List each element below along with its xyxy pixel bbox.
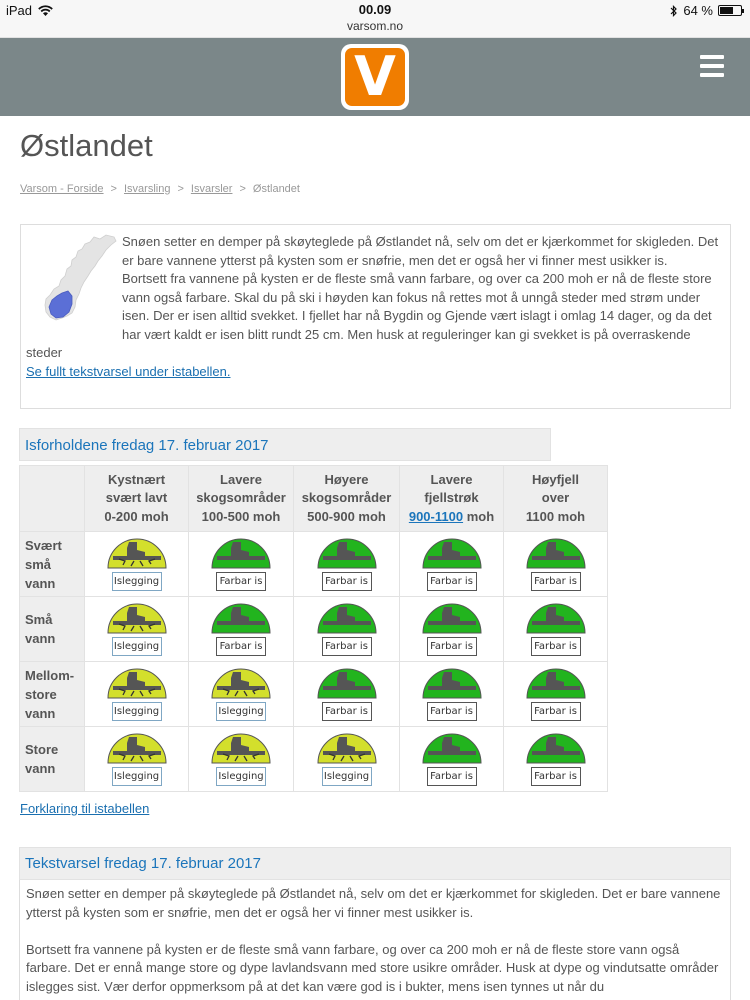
column-header: Lavere skogsområder 100-500 moh: [189, 466, 294, 532]
ice-cell: [85, 727, 189, 792]
ice-status-label: Islegging: [112, 637, 162, 656]
ice-cell: [294, 727, 400, 792]
forecast-paragraph: Snøen setter en demper på skøyteglede på Østlandet nå, selv om det er kjærkommet for skigleden. Det er bare vannene ytterst på kysten som er snøfrie, men det er også her vi finner mest usikker is.: [26, 886, 721, 920]
boot-on-ice-icon: [422, 599, 482, 657]
ice-status-label: Farbar is: [322, 702, 372, 721]
ice-cell: [400, 532, 504, 597]
breadcrumb-link-forside[interactable]: Varsom - Forside: [20, 183, 104, 195]
ice-cell: [504, 662, 608, 727]
ice-status-label: Islegging: [112, 767, 162, 786]
column-header: Høyere skogsområder 500-900 moh: [294, 466, 400, 532]
boot-on-ice-icon: [422, 534, 482, 592]
ice-status-label: Farbar is: [216, 637, 266, 656]
breadcrumb: Varsom - Forside > Isvarsling > Isvarsler > Østlandet: [20, 183, 300, 195]
ice-cell: [400, 727, 504, 792]
ice-status-label: Farbar is: [531, 572, 581, 591]
ice-cell: [294, 532, 400, 597]
column-header: Høyfjell over 1100 moh: [504, 466, 608, 532]
boot-on-ice-icon: [317, 599, 377, 657]
ice-status-label: Farbar is: [322, 637, 372, 656]
ice-status-label: Farbar is: [427, 702, 477, 721]
column-header: Lavere fjellstrøk 900-1100 moh: [400, 466, 504, 532]
table-row: [20, 662, 608, 727]
ice-cell: [189, 597, 294, 662]
row-header: Store vann: [20, 727, 85, 792]
table-legend-link[interactable]: Forklaring til istabellen: [20, 801, 150, 816]
ice-status-label: Farbar is: [216, 572, 266, 591]
ios-status-bar: [0, 0, 750, 38]
ice-status-label: Islegging: [112, 702, 162, 721]
boot-on-ice-icon: [317, 664, 377, 722]
table-corner: [20, 466, 85, 532]
ice-status-label: Farbar is: [427, 767, 477, 786]
boot-on-ice-icon: [317, 534, 377, 592]
row-header: Små vann: [20, 597, 85, 662]
ice-cell: [504, 532, 608, 597]
boot-on-ice-crack-icon: [107, 534, 167, 592]
summary-text-1: Snøen setter en demper på skøyteglede på Østlandet nå, selv om det er kjærkommet for skigleden. Det er bare vannene ytterst på kysten som er snøfrie, men det er også her vi finner mest usikker is.: [122, 234, 719, 268]
ice-status-label: Islegging: [112, 572, 162, 591]
ice-status-label: Islegging: [216, 702, 266, 721]
ice-status-label: Farbar is: [427, 572, 477, 591]
page-title: Østlandet: [20, 128, 153, 163]
varsom-logo[interactable]: [341, 44, 409, 110]
boot-on-ice-icon: [211, 534, 271, 592]
hamburger-icon[interactable]: [700, 55, 724, 77]
text-forecast-body: [19, 880, 731, 1000]
ice-cell: [85, 597, 189, 662]
ice-status-label: Islegging: [216, 767, 266, 786]
ice-table: [19, 465, 608, 792]
ice-cell: [189, 532, 294, 597]
column-header: Kystnært svært lavt 0-200 moh: [85, 466, 189, 532]
battery-percent: 64 %: [683, 3, 713, 18]
boot-on-ice-icon: [422, 664, 482, 722]
table-row: [20, 532, 608, 597]
norway-region-map: [26, 233, 118, 328]
boot-on-ice-icon: [526, 664, 586, 722]
table-row: [20, 597, 608, 662]
ice-cell: [400, 662, 504, 727]
battery-icon: [718, 5, 742, 16]
logo-letter: V: [345, 48, 405, 106]
boot-on-ice-crack-icon: [107, 729, 167, 787]
ice-cell: [189, 727, 294, 792]
table-row: [20, 727, 608, 792]
boot-on-ice-crack-icon: [211, 729, 271, 787]
ice-cell: [189, 662, 294, 727]
ice-cell: [294, 597, 400, 662]
text-forecast-heading: Tekstvarsel fredag 17. februar 2017: [19, 847, 731, 880]
summary-text-2: Bortsett fra vannene på kysten er de fleste små vann farbare, og over ca 200 moh er nå de fleste store vann også farbare. Skal du på ski i høyden kan fokus nå rettes mot å unngå steder med strøm under isen. Der er isen alltid svekket. I fjellet har nå Bygdin og Gjende vært islagt i omlag 14 dager, og da det har vært kaldt er isen blitt rundt 25 cm. Men husk at reguleringer kan gi svekket is på overraskende steder: [26, 271, 712, 360]
ice-cell: [504, 727, 608, 792]
device-label: iPad: [6, 3, 33, 18]
breadcrumb-link-isvarsling[interactable]: Isvarsling: [123, 183, 171, 195]
clock: 00.09: [358, 2, 392, 17]
boot-on-ice-icon: [526, 729, 586, 787]
forecast-paragraph: Bortsett fra vannene på kysten er de fleste små vann farbare, og over ca 200 moh er nå de fleste store vann også farbare. Det er ennå mange store og dype lavlandsvann med store usikre områder. Husk at dype og vindutsatte områder islegges sist. Vær derfor oppmerksom på at det kan være god is i bukter, mens isen tynnes ut når du: [26, 941, 719, 994]
ice-cell: [85, 662, 189, 727]
ice-cell: [294, 662, 400, 727]
ice-table-heading: Isforholdene fredag 17. februar 2017: [19, 428, 551, 461]
boot-on-ice-icon: [526, 534, 586, 592]
site-header: [0, 38, 750, 116]
boot-on-ice-crack-icon: [107, 664, 167, 722]
ice-status-label: Farbar is: [531, 702, 581, 721]
ice-cell: [504, 597, 608, 662]
ice-status-label: Farbar is: [427, 637, 477, 656]
ice-status-label: Farbar is: [531, 637, 581, 656]
boot-on-ice-crack-icon: [317, 729, 377, 787]
ice-status-label: Farbar is: [531, 767, 581, 786]
boot-on-ice-icon: [526, 599, 586, 657]
row-header: Svært små vann: [20, 532, 85, 597]
summary-box: [20, 224, 731, 409]
ice-status-label: Islegging: [322, 767, 372, 786]
full-text-link[interactable]: Se fullt tekstvarsel under istabellen.: [26, 363, 231, 379]
address-bar-url[interactable]: varsom.no: [346, 19, 404, 33]
bluetooth-icon: [670, 5, 678, 17]
ice-cell: [400, 597, 504, 662]
breadcrumb-current: Østlandet: [252, 183, 300, 195]
boot-on-ice-icon: [211, 599, 271, 657]
altitude-link[interactable]: 900-1100: [408, 508, 464, 524]
boot-on-ice-icon: [422, 729, 482, 787]
boot-on-ice-crack-icon: [107, 599, 167, 657]
ice-cell: [85, 532, 189, 597]
row-header: Mellom- store vann: [20, 662, 85, 727]
breadcrumb-link-isvarsler[interactable]: Isvarsler: [190, 183, 233, 195]
boot-on-ice-crack-icon: [211, 664, 271, 722]
ice-status-label: Farbar is: [322, 572, 372, 591]
